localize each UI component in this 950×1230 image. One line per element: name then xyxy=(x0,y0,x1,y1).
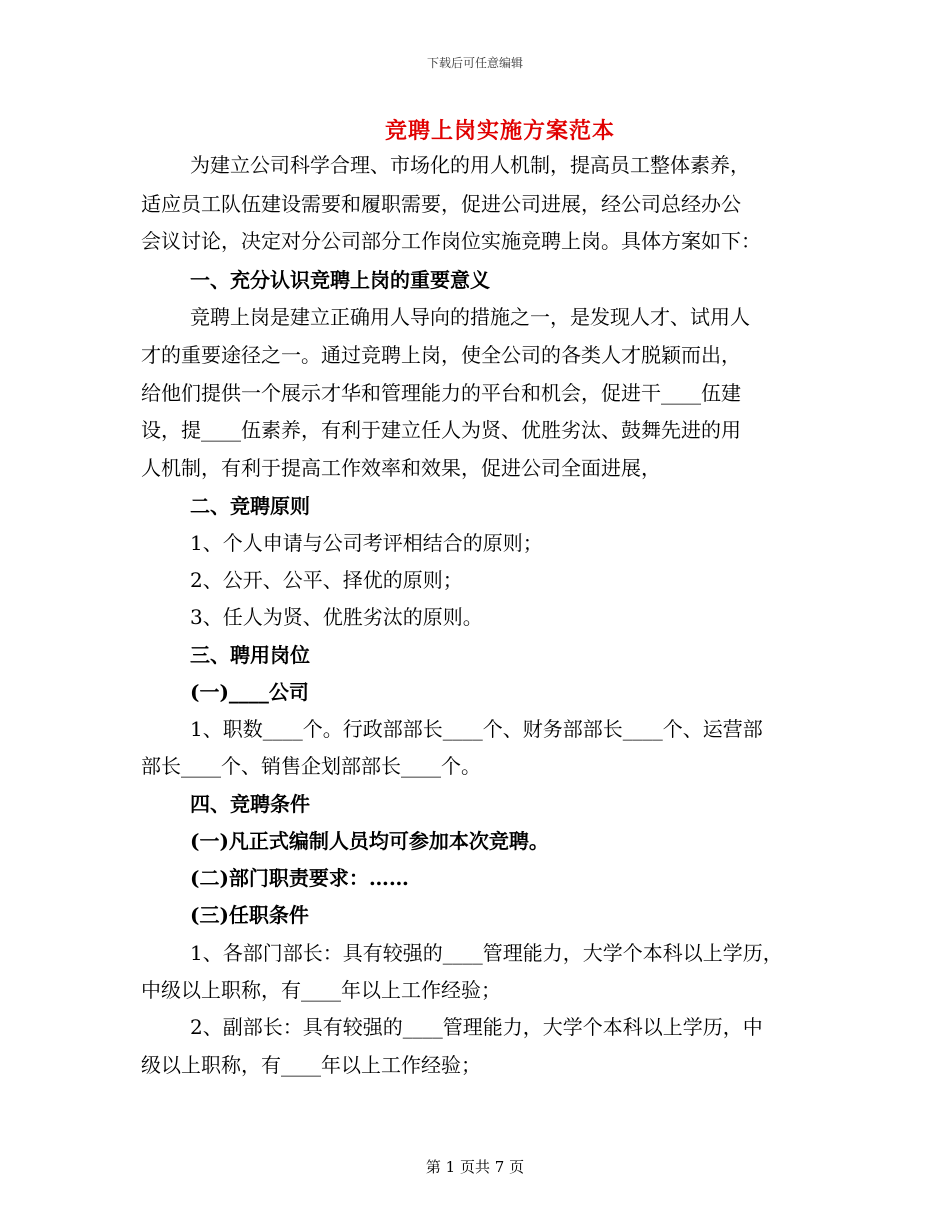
paragraph-line: 会议讨论，决定对分公司部分工作岗位实施竞聘上岗。具体方案如下： xyxy=(141,229,761,253)
subsection-heading: (一)凡正式编制人员均可参加本次竞聘。 xyxy=(190,829,549,853)
paragraph-line: 1、职数____个。行政部部长____个、财务部部长____个、运营部 xyxy=(190,717,763,741)
paragraph-line: 竞聘上岗是建立正确用人导向的措施之一，是发现人才、试用人 xyxy=(190,305,750,329)
header-note: 下载后可任意编辑 xyxy=(426,56,523,70)
paragraph-line: 才的重要途径之一。通过竞聘上岗，使全公司的各类人才脱颖而出， xyxy=(141,343,741,367)
paragraph-line: 为建立公司科学合理、市场化的用人机制，提高员工整体素养， xyxy=(190,153,750,177)
paragraph-line: 设，提____伍素养，有利于建立任人为贤、优胜劣汰、鼓舞先进的用 xyxy=(141,418,741,442)
section-heading: 一、充分认识竞聘上岗的重要意义 xyxy=(190,268,490,292)
list-item: 2、公开、公平、择优的原则； xyxy=(190,568,463,592)
subsection-heading: (二)部门职责要求：…… xyxy=(190,866,409,890)
section-heading: 四、竞聘条件 xyxy=(190,792,310,816)
subsection-heading: (一)____公司 xyxy=(190,680,309,704)
paragraph-line: 人机制，有利于提高工作效率和效果，促进公司全面进展， xyxy=(141,456,661,480)
paragraph-line: 部长____个、销售企划部部长____个。 xyxy=(141,754,481,778)
list-item: 3、任人为贤、优胜劣汰的原则。 xyxy=(190,605,483,629)
paragraph-line: 适应员工队伍建设需要和履职需要，促进公司进展，经公司总经办公 xyxy=(141,192,741,216)
document-title: 竞聘上岗实施方案范本 xyxy=(384,118,615,144)
paragraph-line: 级以上职称，有____年以上工作经验； xyxy=(141,1053,481,1077)
section-heading: 三、聘用岗位 xyxy=(190,643,310,667)
paragraph-line: 给他们提供一个展示才华和管理能力的平台和机会，促进干____伍建 xyxy=(141,381,741,405)
page-number-footer: 第 1 页共 7 页 xyxy=(425,1158,525,1176)
paragraph-line: 2、副部长：具有较强的____管理能力，大学个本科以上学历，中 xyxy=(190,1015,763,1039)
paragraph-line: 中级以上职称，有____年以上工作经验； xyxy=(141,978,501,1002)
section-heading: 二、竞聘原则 xyxy=(190,494,310,518)
paragraph-line: 1、各部门部长：具有较强的____管理能力，大学个本科以上学历， xyxy=(190,941,783,965)
list-item: 1、个人申请与公司考评相结合的原则； xyxy=(190,531,543,555)
subsection-heading: (三)任职条件 xyxy=(190,903,309,927)
